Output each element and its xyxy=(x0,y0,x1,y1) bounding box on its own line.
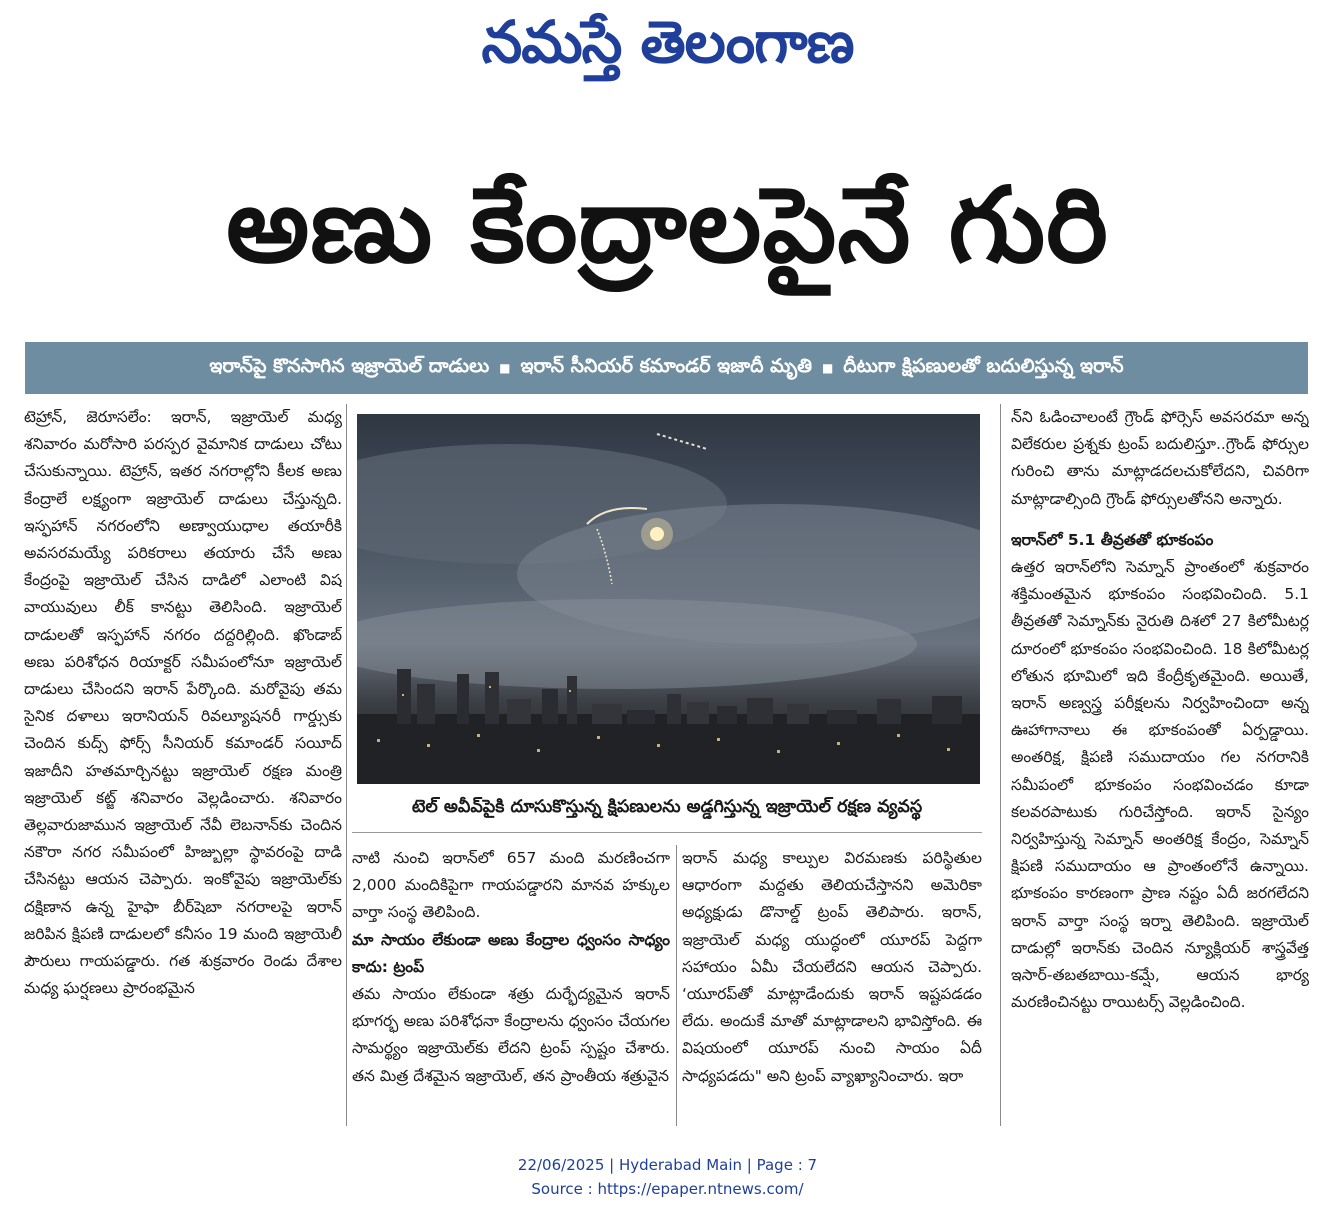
column-4-subhead: ఇరాన్‌లో 5.1 తీవ్రతతో భూకంపం xyxy=(1011,530,1214,549)
footer-source-line: Source : https://epaper.ntnews.com/ xyxy=(531,1180,804,1198)
column-2-text-2: తమ సాయం లేకుండా శత్రు దుర్భేద్యమైన ఇరాన్ భూగర్భ అణు పరిశోధనా కేంద్రాలను ధ్వంసం చేయగల సామర్థ్యం ఇజ్రాయెల్‌కు లేదని ట్రంప్ స్పష్టం చేశారు. తన మిత్ర దేశమైన ఇజ్రాయెల్, తన ప్రాంతీయ శత్రువైన xyxy=(352,985,670,1085)
column-2-subhead: మా సాయం లేకుండా అణు కేంద్రాల ధ్వంసం సాధ్యం కాదు: ట్రంప్ xyxy=(352,930,670,976)
column-divider xyxy=(346,404,347,1126)
strap-item-1: ఇరాన్‌పై కొనసాగిన ఇజ్రాయెల్ దాడులు xyxy=(209,354,490,377)
footer-date-line: 22/06/2025 | Hyderabad Main | Page : 7 xyxy=(517,1156,818,1174)
strap-item-3: దీటుగా క్షిపణులతో బదులిస్తున్న ఇరాన్ xyxy=(843,354,1124,377)
column-divider xyxy=(1000,404,1001,1126)
bullet-square-icon: ■ xyxy=(499,361,511,375)
article-column-1 xyxy=(24,404,342,1124)
column-4-text-1: న్‌ని ఓడించాలంటే గ్రౌండ్ ఫోర్సెస్ అవసరమా అన్న విలేకరుల ప్రశ్నకు ట్రంప్ బదులిస్తూ..గ్రౌండ్ ఫోర్సుల గురించి తాను మాట్లాడదలచుకోలేదని, చివరిగా మాట్లాడాల్సింది గ్రౌండ్ ఫోర్సులతోనని అన్నారు. xyxy=(1011,408,1309,508)
column-3-text: ఇరాన్ మధ్య కాల్పుల విరమణకు పరిస్థితుల ఆధారంగా మద్దతు తెలియచేస్తానని అమెరికా అధ్యక్షుడు డొనాల్డ్ ట్రంప్ తెలిపారు. ఇరాన్, ఇజ్రాయెల్ మధ్య యుద్ధంలో యూరప్ పెద్దగా సహాయం ఏమీ చేయలేదని ఆయన చెప్పారు. ‘యూరప్‌తో మాట్లాడేందుకు ఇరాన్ ఇష్టపడడం లేదు. అందుకే మాతో మాట్లాడాలని భావిస్తోంది. ఈ విషయంలో యూరప్ నుంచి సాయం ఏదీ సాధ్యపడదు" అని ట్రంప్ వ్యాఖ్యానించారు. ఇరా xyxy=(682,849,982,1085)
strap-item-2: ఇరాన్ సీనియర్ కమాండర్ ఇజాదీ మృతి xyxy=(520,354,812,377)
article-column-3 xyxy=(682,845,982,1130)
photo-caption: టెల్ అవీవ్‌పైకి దూసుకొస్తున్న క్షిపణులను అడ్డగిస్తున్న ఇజ్రాయెల్ రక్షణ వ్యవస్థ xyxy=(352,786,982,833)
strap-bar xyxy=(25,342,1308,394)
page-headline: అణు కేంద్రాలపైనే గురి xyxy=(226,164,1109,286)
column-1-text: టెహ్రాన్, జెరూసలేం: ఇరాన్, ఇజ్రాయెల్ మధ్య శనివారం మరోసారి పరస్పర వైమానిక దాడులు చోటు చేసుకున్నాయి. టెహ్రాన్, ఇతర నగరాల్లోని కీలక అణు కేంద్రాలే లక్ష్యంగా ఇజ్రాయెల్ దాడులు చేస్తున్నది. ఇస్ఫహాన్ నగరంలోని అణ్వాయుధాల తయారీకి అవసరమయ్యే పరికరాలు తయారు చేసే అణు కేంద్రంపై ఇజ్రాయెల్ చేసిన దాడిలో ఎలాంటి విష వాయువులు లీక్ కానట్టు తెలిసింది. ఇజ్రాయెల్ దాడులతో ఇస్ఫహాన్ నగరం దద్దరిల్లింది. ఖొండాబ్ అణు పరిశోధన రియాక్టర్ సమీపంలోనూ ఇజ్రాయెల్ దాడులు చేసిందని ఇరాన్ పేర్కొంది. మరోవైపు తమ సైనిక దళాలు ఇరానియన్ రివల్యూషనరీ గార్డ్సుకు చెందిన కుద్స్ ఫోర్స్ సీనియర్ కమాండర్ సయీద్ ఇజాదీని హతమార్చినట్టు ఇజ్రాయెల్ రక్షణ మంత్రి ఇజ్రాయెల్ కట్జ్ శనివారం వెల్లడించారు. శనివారం తెల్లవారుజామున ఇజ్రాయెల్ నేవీ లెబనాన్‌కు చెందిన నకౌరా నగర సమీపంలో హిజ్బుల్లా స్థావరంపై దాడి చేసినట్టు ఆయన చెప్పారు. ఇంకోవైపు ఇజ్రాయెల్‌కు దక్షిణాన ఉన్న హైఫా బీర్‌షెబా నగరాలపై ఇరాన్ జరిపిన క్షిపణి దాడులలో కనీసం 19 మంది ఇజ్రాయెలీ పౌరులు గాయపడ్డారు. గత శుక్రవారం రెండు దేశాల మధ్య ఘర్షణలు ప్రారంభమైన xyxy=(24,408,342,998)
bullet-square-icon: ■ xyxy=(821,361,834,375)
tel-aviv-skyline-image xyxy=(357,414,980,784)
masthead-logo: నమస్తే తెలంగాణ xyxy=(481,8,854,76)
column-2-text-1: నాటి నుంచి ఇరాన్‌లో 657 మంది మరణించగా 2,000 మందికిపైగా గాయపడ్డారని మానవ హక్కుల వార్తా సంస్థ తెలిపింది. xyxy=(352,849,670,922)
article-column-4 xyxy=(1011,404,1309,1124)
news-photo xyxy=(357,414,980,784)
column-divider xyxy=(676,845,677,1126)
article-column-2 xyxy=(352,845,670,1130)
column-4-text-2: ఉత్తర ఇరాన్‌లోని సెమ్నాన్ ప్రాంతంలో శుక్రవారం శక్తిమంతమైన భూకంపం సంభవించింది. 5.1 తీవ్రతతో సెమ్నాన్‌కు నైరుతి దిశలో 27 కిలోమీటర్ల దూరంలో భూకంపం సంభవించింది. 18 కిలోమీటర్ల లోతున భూమిలో ఇది కేంద్రీకృతమైంది. అయితే, ఇరాన్ అణ్వస్త్ర పరీక్షలను నిర్వహించిందా అన్న ఊహాగానాలు ఈ భూకంపంతో ఏర్పడ్డాయి. అంతరిక్ష, క్షిపణి సముదాయం గల నగరానికి సమీపంలో భూకంపం సంభవించడం కూడా కలవరపాటుకు గురిచేస్తోంది. ఇరాన్ సైన్యం నిర్వహిస్తున్న సెమ్నాన్ అంతరిక్ష కేంద్రం, సెమ్నాన్ క్షిపణి సముదాయం ఆ ప్రాంతంలోనే ఉన్నాయి. భూకంపం కారణంగా ప్రాణ నష్టం ఏదీ జరగలేదని ఇరాన్ వార్తా సంస్థ ఇర్నా తెలిపింది. ఇజ్రాయెల్ దాడుల్లో ఇరాన్‌కు చెందిన న్యూక్లియర్ శాస్త్రవేత్త ఇసార్-తబతబాయి-కమ్షే, ఆయన భార్య మరణించినట్టు రాయిటర్స్ వెల్లడించింది. xyxy=(1011,558,1309,1012)
